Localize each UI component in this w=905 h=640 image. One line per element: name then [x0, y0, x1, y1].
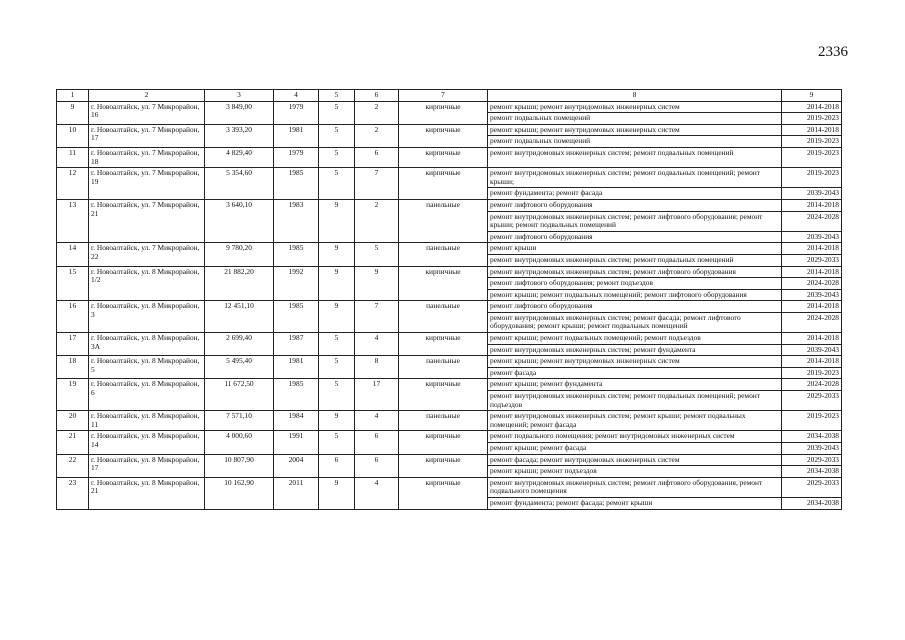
floors-cell: 5: [319, 101, 355, 124]
repair-work-cell: ремонт фасада: [488, 367, 782, 379]
repair-period-cell: 2024-2028: [782, 211, 842, 231]
table-row: [57, 379, 842, 391]
repair-period-cell: 2014-2018: [782, 124, 842, 136]
repair-work-cell: ремонт подвальных помещений: [488, 136, 782, 148]
repair-work-cell: ремонт фасада; ремонт внутридомовых инженерных систем: [488, 454, 782, 466]
row-number-cell: 18: [57, 356, 89, 379]
floors-cell: 9: [319, 301, 355, 333]
entrances-cell: 7: [355, 301, 399, 333]
row-number-cell: 13: [57, 199, 89, 242]
repair-work-cell: ремонт лифтового оборудования; ремонт подъездов: [488, 278, 782, 290]
row-number-cell: 23: [57, 477, 89, 509]
table-row: [57, 333, 842, 345]
repair-period-cell: 2039-2043: [782, 443, 842, 455]
wall-material-cell: кирпичные: [399, 266, 488, 301]
repair-work-cell: ремонт внутридомовых инженерных систем; ремонт крыши; ремонт подвальных помещений; ремонт фасада: [488, 411, 782, 431]
table-row: [57, 431, 842, 443]
address-cell: г. Новоалтайск, ул. 8 Микрорайон, 21: [89, 477, 205, 509]
column-number: 9: [782, 90, 842, 102]
year-cell: 1984: [274, 411, 319, 431]
entrances-cell: 8: [355, 356, 399, 379]
year-cell: 1987: [274, 333, 319, 356]
column-number: 7: [399, 90, 488, 102]
repair-period-cell: 2019-2023: [782, 147, 842, 167]
area-cell: 3 849,00: [205, 101, 274, 124]
address-cell: г. Новоалтайск, ул. 8 Микрорайон, 6: [89, 379, 205, 411]
floors-cell: 5: [319, 431, 355, 454]
wall-material-cell: кирпичные: [399, 431, 488, 454]
address-cell: г. Новоалтайск, ул. 8 Микрорайон, 3А: [89, 333, 205, 356]
wall-material-cell: панельные: [399, 243, 488, 266]
repair-period-cell: 2034-2038: [782, 466, 842, 478]
repair-period-cell: 2019-2023: [782, 136, 842, 148]
year-cell: 1985: [274, 168, 319, 200]
table-row: [57, 124, 842, 136]
repair-period-cell: 2024-2028: [782, 278, 842, 290]
repair-work-cell: ремонт крыши; ремонт внутридомовых инженерных систем: [488, 101, 782, 113]
address-cell: г. Новоалтайск, ул. 7 Микрорайон, 16: [89, 101, 205, 124]
address-cell: г. Новоалтайск, ул. 7 Микрорайон, 22: [89, 243, 205, 266]
repair-work-cell: ремонт внутридомовых инженерных систем; ремонт лифтового оборудования, ремонт подвального помещения: [488, 477, 782, 497]
area-cell: 9 780,20: [205, 243, 274, 266]
entrances-cell: 6: [355, 454, 399, 477]
year-cell: 2011: [274, 477, 319, 509]
area-cell: 7 571,10: [205, 411, 274, 431]
repair-period-cell: 2039-2043: [782, 231, 842, 243]
wall-material-cell: панельные: [399, 199, 488, 242]
repair-work-cell: ремонт фундамента; ремонт фасада; ремонт крыши: [488, 497, 782, 509]
repair-work-cell: ремонт крыши; ремонт фундамента: [488, 379, 782, 391]
year-cell: 1979: [274, 147, 319, 167]
repair-work-cell: ремонт лифтового оборудования: [488, 231, 782, 243]
repair-work-cell: ремонт лифтового оборудования: [488, 301, 782, 313]
table-row: [57, 477, 842, 497]
floors-cell: 9: [319, 477, 355, 509]
repair-work-cell: ремонт крыши; ремонт подвальных помещений; ремонт подъездов: [488, 333, 782, 345]
repair-period-cell: 2034-2038: [782, 431, 842, 443]
repair-period-cell: 2014-2018: [782, 101, 842, 113]
column-number-row: [57, 90, 842, 102]
repair-work-cell: ремонт внутридомовых инженерных систем; ремонт фасада; ремонт лифтового оборудования; ремонт крыши; ремонт подвальных помещений: [488, 312, 782, 332]
table-row: [57, 266, 842, 278]
repair-work-cell: ремонт крыши: [488, 243, 782, 255]
repair-period-cell: 2029-2033: [782, 391, 842, 411]
column-number: 4: [274, 90, 319, 102]
repair-work-cell: ремонт внутридомовых инженерных систем; ремонт подвальных помещений: [488, 254, 782, 266]
wall-material-cell: кирпичные: [399, 168, 488, 200]
row-number-cell: 14: [57, 243, 89, 266]
area-cell: 21 882,20: [205, 266, 274, 301]
row-number-cell: 10: [57, 124, 89, 147]
row-number-cell: 21: [57, 431, 89, 454]
repair-period-cell: 2029-2033: [782, 454, 842, 466]
year-cell: 1979: [274, 101, 319, 124]
entrances-cell: 4: [355, 411, 399, 431]
address-cell: г. Новоалтайск, ул. 8 Микрорайон, 3: [89, 301, 205, 333]
table-row: [57, 411, 842, 431]
area-cell: 5 495,40: [205, 356, 274, 379]
address-cell: г. Новоалтайск, ул. 8 Микрорайон, 14: [89, 431, 205, 454]
repair-period-cell: 2019-2023: [782, 411, 842, 431]
repair-work-cell: ремонт внутридомовых инженерных систем; ремонт подвальных помещений; ремонт подъездов: [488, 391, 782, 411]
entrances-cell: 7: [355, 168, 399, 200]
address-cell: г. Новоалтайск, ул. 7 Микрорайон, 19: [89, 168, 205, 200]
repair-work-cell: ремонт внутридомовых инженерных систем; ремонт фундамента: [488, 344, 782, 356]
floors-cell: 5: [319, 124, 355, 147]
row-number-cell: 11: [57, 147, 89, 167]
area-cell: 12 451,10: [205, 301, 274, 333]
year-cell: 1991: [274, 431, 319, 454]
wall-material-cell: кирпичные: [399, 333, 488, 356]
floors-cell: 5: [319, 168, 355, 200]
entrances-cell: 2: [355, 124, 399, 147]
year-cell: 1985: [274, 301, 319, 333]
repair-period-cell: 2019-2023: [782, 113, 842, 125]
repair-work-cell: ремонт внутридомовых инженерных систем; ремонт лифтового оборудования; ремонт крыши; ремонт подвальных помещений: [488, 211, 782, 231]
repair-work-cell: ремонт подвальных помещений: [488, 113, 782, 125]
floors-cell: 9: [319, 266, 355, 301]
row-number-cell: 9: [57, 101, 89, 124]
area-cell: 3 640,10: [205, 199, 274, 242]
repair-period-cell: 2029-2033: [782, 477, 842, 497]
repair-schedule-table: [56, 89, 842, 510]
floors-cell: 5: [319, 333, 355, 356]
entrances-cell: 2: [355, 101, 399, 124]
year-cell: 1985: [274, 243, 319, 266]
repair-period-cell: 2014-2018: [782, 356, 842, 368]
repair-work-cell: ремонт крыши; ремонт подъездов: [488, 466, 782, 478]
entrances-cell: 6: [355, 431, 399, 454]
column-number: 2: [89, 90, 205, 102]
repair-period-cell: 2014-2018: [782, 243, 842, 255]
repair-period-cell: 2024-2028: [782, 379, 842, 391]
area-cell: 10 807,90: [205, 454, 274, 477]
repair-period-cell: 2019-2023: [782, 168, 842, 188]
address-cell: г. Новоалтайск, ул. 8 Микрорайон, 17: [89, 454, 205, 477]
wall-material-cell: кирпичные: [399, 454, 488, 477]
entrances-cell: 5: [355, 243, 399, 266]
repair-work-cell: ремонт внутридомовых инженерных систем; ремонт подвальных помещений: [488, 147, 782, 167]
wall-material-cell: кирпичные: [399, 147, 488, 167]
table-row: [57, 356, 842, 368]
wall-material-cell: панельные: [399, 411, 488, 431]
entrances-cell: 17: [355, 379, 399, 411]
table-row: [57, 301, 842, 313]
repair-period-cell: 2024-2028: [782, 312, 842, 332]
entrances-cell: 4: [355, 333, 399, 356]
address-cell: г. Новоалтайск, ул. 8 Микрорайон, 5: [89, 356, 205, 379]
repair-period-cell: 2039-2043: [782, 289, 842, 301]
table-row: [57, 454, 842, 466]
entrances-cell: 2: [355, 199, 399, 242]
repair-period-cell: 2014-2018: [782, 333, 842, 345]
repair-period-cell: 2039-2043: [782, 188, 842, 200]
address-cell: г. Новоалтайск, ул. 7 Микрорайон, 21: [89, 199, 205, 242]
year-cell: 1985: [274, 379, 319, 411]
repair-work-cell: ремонт подвального помещения; ремонт внутридомовых инженерных систем: [488, 431, 782, 443]
repair-work-cell: ремонт крыши; ремонт внутридомовых инженерных систем: [488, 124, 782, 136]
row-number-cell: 12: [57, 168, 89, 200]
page-number: 2336: [818, 44, 848, 60]
wall-material-cell: кирпичные: [399, 379, 488, 411]
repair-period-cell: 2039-2043: [782, 344, 842, 356]
table-row: [57, 101, 842, 113]
repair-work-cell: ремонт внутридомовых инженерных систем; ремонт лифтового оборудования: [488, 266, 782, 278]
year-cell: 1981: [274, 124, 319, 147]
year-cell: 1992: [274, 266, 319, 301]
entrances-cell: 6: [355, 147, 399, 167]
area-cell: 10 162,90: [205, 477, 274, 509]
row-number-cell: 19: [57, 379, 89, 411]
row-number-cell: 17: [57, 333, 89, 356]
year-cell: 2004: [274, 454, 319, 477]
floors-cell: 5: [319, 356, 355, 379]
area-cell: 2 699,40: [205, 333, 274, 356]
row-number-cell: 16: [57, 301, 89, 333]
column-number: 8: [488, 90, 782, 102]
floors-cell: 5: [319, 147, 355, 167]
repair-period-cell: 2014-2018: [782, 266, 842, 278]
area-cell: 11 672,50: [205, 379, 274, 411]
column-number: 1: [57, 90, 89, 102]
table-row: [57, 199, 842, 211]
repair-work-cell: ремонт фундамента; ремонт фасада: [488, 188, 782, 200]
repair-period-cell: 2019-2023: [782, 367, 842, 379]
wall-material-cell: кирпичные: [399, 124, 488, 147]
repair-work-cell: ремонт крыши; ремонт фасада: [488, 443, 782, 455]
repair-period-cell: 2014-2018: [782, 301, 842, 313]
repair-work-cell: ремонт крыши; ремонт внутридомовых инженерных систем: [488, 356, 782, 368]
area-cell: 4 829,40: [205, 147, 274, 167]
table-row: [57, 243, 842, 255]
wall-material-cell: кирпичные: [399, 477, 488, 509]
row-number-cell: 15: [57, 266, 89, 301]
column-number: 6: [355, 90, 399, 102]
repair-period-cell: 2014-2018: [782, 199, 842, 211]
repair-period-cell: 2029-2033: [782, 254, 842, 266]
year-cell: 1983: [274, 199, 319, 242]
column-number: 5: [319, 90, 355, 102]
floors-cell: 5: [319, 379, 355, 411]
floors-cell: 9: [319, 411, 355, 431]
area-cell: 4 000,60: [205, 431, 274, 454]
repair-work-cell: ремонт внутридомовых инженерных систем; ремонт подвальных помещений; ремонт крыши;: [488, 168, 782, 188]
address-cell: г. Новоалтайск, ул. 8 Микрорайон, 11: [89, 411, 205, 431]
wall-material-cell: панельные: [399, 356, 488, 379]
address-cell: г. Новоалтайск, ул. 8 Микрорайон, 1/2: [89, 266, 205, 301]
floors-cell: 6: [319, 454, 355, 477]
repair-period-cell: 2034-2038: [782, 497, 842, 509]
entrances-cell: 4: [355, 477, 399, 509]
repair-work-cell: ремонт лифтового оборудования: [488, 199, 782, 211]
table-row: [57, 147, 842, 167]
entrances-cell: 9: [355, 266, 399, 301]
repair-work-cell: ремонт крыши; ремонт подвальных помещений; ремонт лифтового оборудования: [488, 289, 782, 301]
table-row: [57, 168, 842, 188]
address-cell: г. Новоалтайск, ул. 7 Микрорайон, 18: [89, 147, 205, 167]
wall-material-cell: панельные: [399, 301, 488, 333]
row-number-cell: 20: [57, 411, 89, 431]
area-cell: 5 354,60: [205, 168, 274, 200]
row-number-cell: 22: [57, 454, 89, 477]
column-number: 3: [205, 90, 274, 102]
address-cell: г. Новоалтайск, ул. 7 Микрорайон, 17: [89, 124, 205, 147]
floors-cell: 9: [319, 243, 355, 266]
floors-cell: 9: [319, 199, 355, 242]
area-cell: 3 393,20: [205, 124, 274, 147]
year-cell: 1981: [274, 356, 319, 379]
wall-material-cell: кирпичные: [399, 101, 488, 124]
